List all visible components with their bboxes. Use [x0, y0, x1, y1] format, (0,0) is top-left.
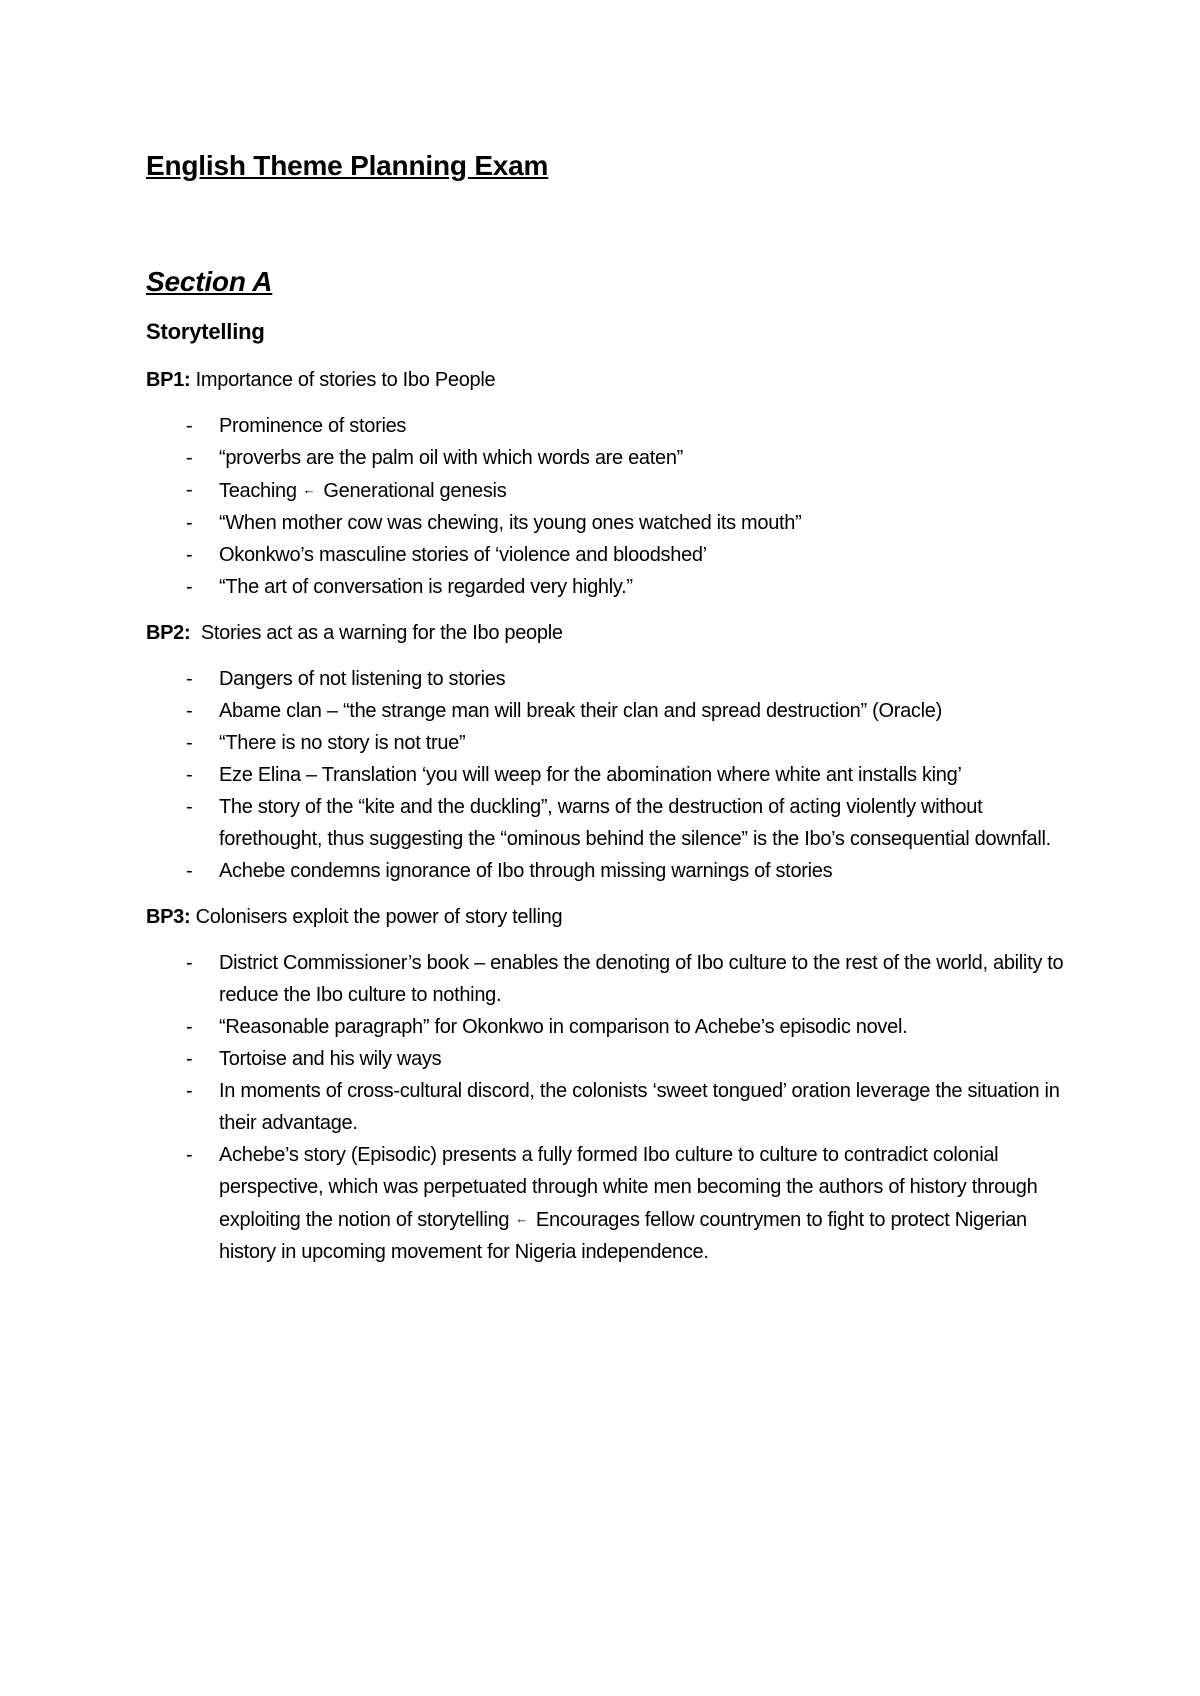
list-item-text: District Commissioner’s book – enables the denoting of Ibo culture to the rest of the world, ability to reduce the Ibo culture to nothing.: [219, 952, 1064, 1006]
list-item: [146, 474, 1076, 507]
list-item: [146, 855, 1076, 887]
document-content: [146, 146, 1076, 1282]
list-item-text-after: Encourages fellow countrymen to fight to protect Nigerian history in upcoming movement for Nigeria independence.: [219, 1209, 1027, 1263]
list-item-text-before: Achebe’s story (Episodic) presents a fully formed Ibo culture to culture to contradict colonial perspective, which was perpetuated through white men becoming the authors of history through exploiting the notion of storytelling: [219, 1144, 1038, 1231]
bullet-dash: -: [186, 576, 193, 598]
list-item-text: “Reasonable paragraph” for Okonkwo in comparison to Achebe’s episodic novel.: [219, 1016, 908, 1038]
body-point-text: Importance of stories to Ibo People: [190, 369, 496, 391]
body-point-2-list: [146, 663, 1076, 887]
bullet-dash: -: [186, 1080, 193, 1102]
bullet-dash: -: [186, 512, 193, 534]
body-point-1-list: [146, 410, 1076, 603]
list-item-text: Prominence of stories: [219, 415, 407, 437]
body-point-1-heading: [146, 364, 1076, 396]
bullet-dash: -: [186, 764, 193, 786]
body-point-3-heading: [146, 901, 1076, 933]
list-item-text: “When mother cow was chewing, its young ones watched its mouth”: [219, 512, 802, 534]
list-item-text-before: Teaching: [219, 480, 297, 502]
list-item-text: Dangers of not listening to stories: [219, 668, 506, 690]
list-item-text: In moments of cross-cultural discord, the colonists ‘sweet tongued’ oration leverage the situation in their advantage.: [219, 1080, 1060, 1134]
list-item: [146, 695, 1076, 727]
body-point-label: BP3:: [146, 906, 191, 928]
bullet-dash: -: [186, 1016, 193, 1038]
body-point-label: BP2:: [146, 622, 191, 644]
list-item: [146, 1139, 1076, 1268]
list-item: [146, 791, 1076, 855]
list-item: [146, 539, 1076, 571]
body-point-label: BP1:: [146, 369, 191, 391]
list-item-text: “proverbs are the palm oil with which words are eaten”: [219, 447, 684, 469]
arrow-icon: ←: [302, 482, 316, 497]
bullet-dash: -: [186, 447, 193, 469]
list-item: [146, 1043, 1076, 1075]
list-item-text: Eze Elina – Translation ‘you will weep for the abomination where white ant installs king’: [219, 764, 962, 786]
list-item: [146, 1075, 1076, 1139]
bullet-dash: -: [186, 732, 193, 754]
list-item: [146, 507, 1076, 539]
list-item: [146, 410, 1076, 442]
bullet-dash: -: [186, 415, 193, 437]
list-item: [146, 571, 1076, 603]
list-item: [146, 759, 1076, 791]
list-item: [146, 663, 1076, 695]
section-title: Section A: [146, 266, 273, 297]
body-point-text: Stories act as a warning for the Ibo people: [190, 622, 563, 644]
list-item-text: “The art of conversation is regarded very highly.”: [219, 576, 633, 598]
bullet-dash: -: [186, 1144, 193, 1166]
bullet-dash: -: [186, 796, 193, 818]
list-item-text: The story of the “kite and the duckling”, warns of the destruction of acting violently without forethought, thus suggesting the “ominous behind the silence” is the Ibo’s consequential downfall.: [219, 796, 1051, 850]
bullet-dash: -: [186, 1048, 193, 1070]
bullet-dash: -: [186, 668, 193, 690]
bullet-dash: -: [186, 860, 193, 882]
list-item: [146, 442, 1076, 474]
body-point-2-heading: [146, 617, 1076, 649]
bullet-dash: -: [186, 479, 193, 501]
list-item-text-after: Generational genesis: [323, 480, 507, 502]
body-point-3-list: [146, 947, 1076, 1268]
bullet-dash: -: [186, 544, 193, 566]
list-item: [146, 727, 1076, 759]
list-item-text: Tortoise and his wily ways: [219, 1048, 442, 1070]
list-item-text: Abame clan – “the strange man will break their clan and spread destruction” (Oracle): [219, 700, 942, 722]
subsection-title: Storytelling: [146, 319, 265, 344]
list-item: [146, 1011, 1076, 1043]
bullet-dash: -: [186, 700, 193, 722]
arrow-icon: ←: [515, 1211, 528, 1226]
list-item-text: “There is no story is not true”: [219, 732, 466, 754]
bullet-dash: -: [186, 952, 193, 974]
list-item: [146, 947, 1076, 1011]
document-title: English Theme Planning Exam: [146, 150, 549, 181]
list-item-text: Achebe condemns ignorance of Ibo through missing warnings of stories: [219, 860, 833, 882]
body-point-text: Colonisers exploit the power of story telling: [190, 906, 563, 928]
list-item-text: Okonkwo’s masculine stories of ‘violence and bloodshed’: [219, 544, 707, 566]
